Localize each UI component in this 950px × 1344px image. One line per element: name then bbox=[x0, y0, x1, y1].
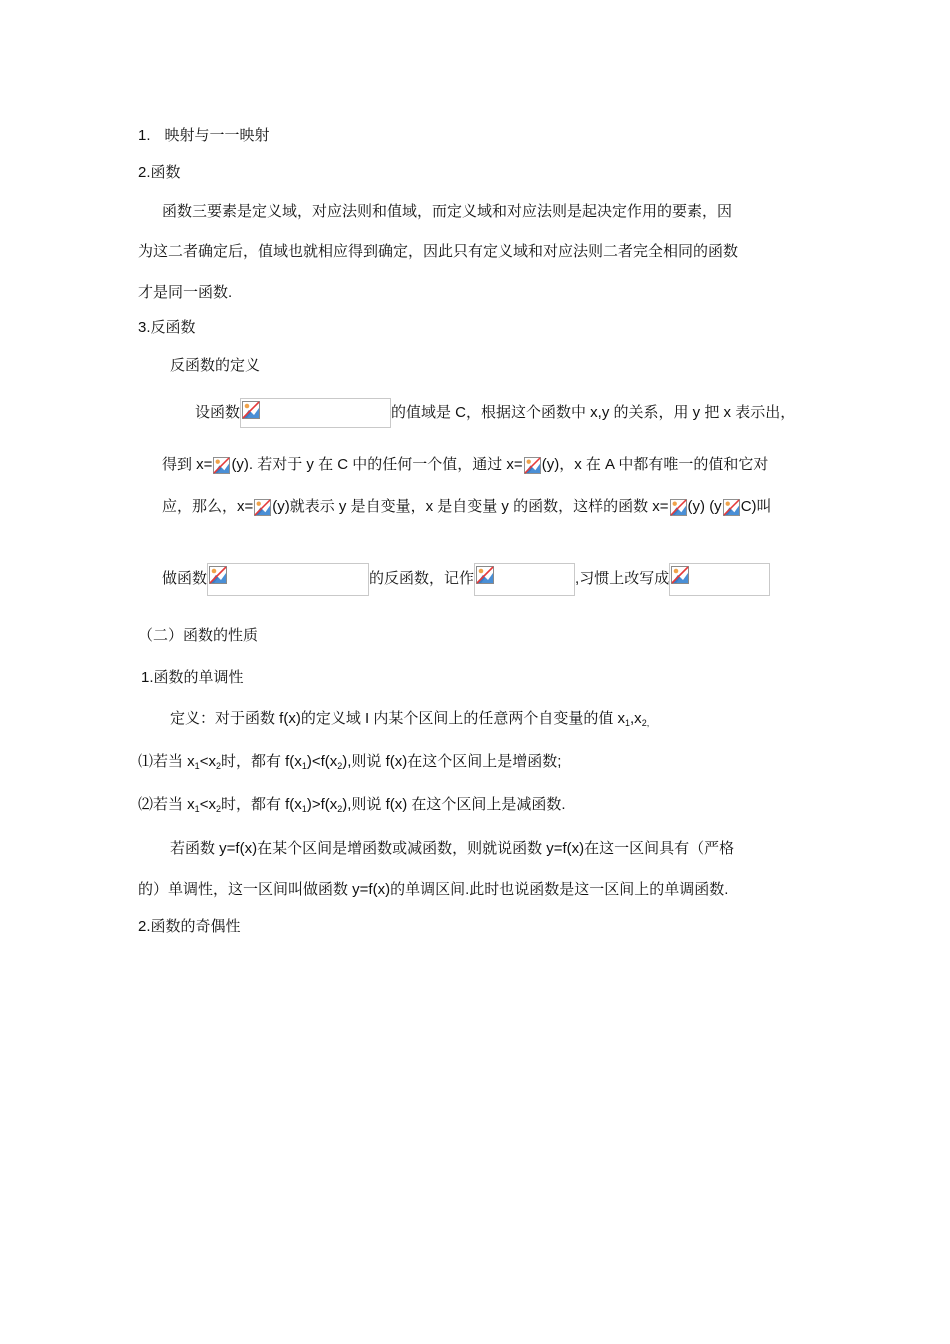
heading-parity: 2.函数的奇偶性 bbox=[138, 918, 241, 935]
broken-image-icon bbox=[524, 457, 541, 474]
broken-image-icon bbox=[254, 499, 271, 516]
heading-mapping bbox=[138, 126, 270, 146]
paragraph-line: 的）单调性，这一区间叫做函数 y=f(x)的单调区间.此时也说函数是这一区间上的单调函数. bbox=[138, 881, 729, 898]
broken-image-icon bbox=[209, 566, 227, 584]
heading-number: 1. bbox=[138, 127, 151, 144]
formula-image bbox=[207, 563, 369, 596]
subheading-inverse-definition: 反函数的定义 bbox=[170, 357, 261, 374]
paragraph-line: 才是同一函数. bbox=[138, 284, 233, 301]
heading-function: 2.函数 bbox=[138, 164, 181, 181]
broken-image-icon bbox=[670, 499, 687, 516]
broken-image-icon bbox=[723, 499, 740, 516]
monotonicity-definition: 定义：对于函数 f(x)的定义域 I 内某个区间上的任意两个自变量的值 $x_1,x_{2,}$ bbox=[170, 710, 650, 728]
section-title-properties: （二）函数的性质 bbox=[138, 627, 259, 644]
case-increasing: ⑴若当 $x_1<x_2$时，都有 $f(x_1)<f(x_2)$,则说 f(x)在这个区间上是增函数; bbox=[138, 753, 562, 771]
formula-image bbox=[240, 398, 391, 428]
formula-image bbox=[669, 563, 770, 596]
heading-text: 映射与一一映射 bbox=[164, 127, 270, 144]
inverse-def-line: 得到 x= (y). 若对于 y 在 C 中的任何一个值，通过 x= (y)，x 在 A 中都有唯一的值和它对 bbox=[162, 456, 769, 473]
inverse-def-line: 做函数 的反函数，记作 ,习惯上改写成 bbox=[162, 562, 770, 596]
broken-image-icon bbox=[242, 401, 260, 419]
paragraph-line: 函数三要素是定义域，对应法则和值域，而定义域和对应法则是起决定作用的要素，因 bbox=[162, 203, 733, 220]
broken-image-icon bbox=[671, 566, 689, 584]
inverse-def-line: 设函数 的值域是 C，根据这个函数中 x,y 的关系，用 y 把 x 表示出， bbox=[195, 396, 795, 430]
inverse-def-line: 应，那么，x= (y)就表示 y 是自变量，x 是自变量 y 的函数，这样的函数 x= (y) (y C)叫 bbox=[162, 498, 772, 515]
paragraph-line: 若函数 y=f(x)在某个区间是增函数或减函数，则就说函数 y=f(x)在这一区间具有（严格 bbox=[170, 840, 735, 857]
broken-image-icon bbox=[476, 566, 494, 584]
case-decreasing: ⑵若当 $x_1<x_2$时，都有 $f(x_1)>f(x_2)$,则说 f(x) 在这个区间上是减函数. bbox=[138, 796, 566, 814]
heading-monotonicity: 1.函数的单调性 bbox=[141, 669, 244, 686]
formula-image bbox=[474, 563, 575, 596]
paragraph-line: 为这二者确定后，值域也就相应得到确定，因此只有定义域和对应法则二者完全相同的函数 bbox=[138, 243, 739, 260]
heading-inverse-function: 3.反函数 bbox=[138, 319, 196, 336]
broken-image-icon bbox=[213, 457, 230, 474]
